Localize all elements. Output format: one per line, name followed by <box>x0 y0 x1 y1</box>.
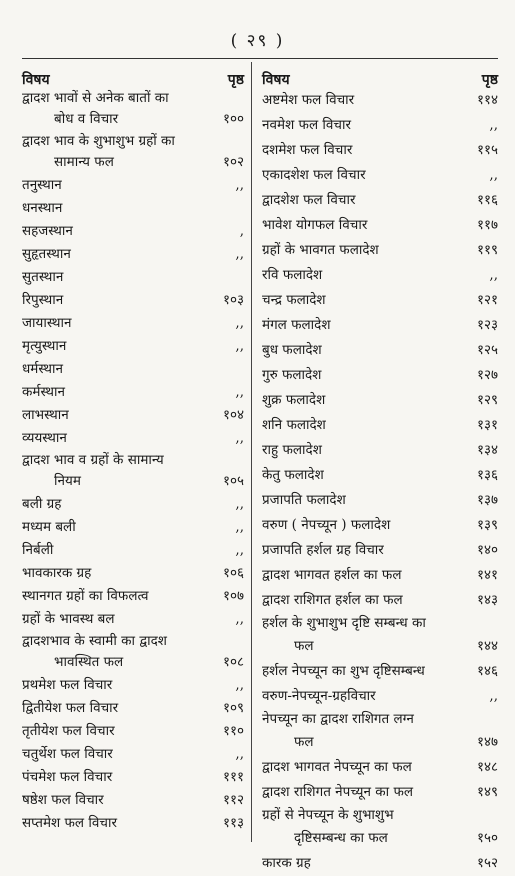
toc-entry <box>262 338 498 363</box>
toc-entry <box>262 613 498 659</box>
toc-entry-title: बुध फलादेश <box>262 342 322 359</box>
toc-entry <box>262 363 498 388</box>
toc-entry <box>262 563 498 588</box>
header-rule <box>22 58 498 59</box>
toc-entry-title: पंचमेश फल विचार <box>22 769 113 786</box>
toc-entry-page: १४१ <box>476 567 498 584</box>
toc-entry-title: मध्यम बली <box>22 519 76 536</box>
toc-entry-page: ११३ <box>222 815 244 832</box>
right-heading-page: पृष्ठ <box>481 72 498 89</box>
toc-entry-title: कर्मस्थान <box>22 384 66 401</box>
toc-entry-title: व्ययस्थान <box>22 430 67 447</box>
toc-entry <box>262 538 498 563</box>
toc-entry <box>22 335 244 358</box>
toc-entry <box>22 608 244 631</box>
toc-entry <box>262 438 498 463</box>
toc-entry-title: द्वादशभाव के स्वामी का द्वादश <box>22 632 167 649</box>
right-entries <box>262 88 498 876</box>
toc-entry-page: १३६ <box>476 467 498 484</box>
left-heading-subject: विषय <box>22 72 50 89</box>
toc-entry-title-continued: दृष्टिसम्बन्ध का फल <box>294 830 388 847</box>
toc-entry-page: १२१ <box>476 292 498 309</box>
toc-entry-page: ११० <box>222 723 244 740</box>
toc-entry-page: ,, <box>489 688 498 705</box>
toc-entry <box>262 488 498 513</box>
toc-entry-page: ,, <box>489 167 498 184</box>
toc-entry <box>22 266 244 289</box>
toc-entry <box>22 812 244 835</box>
toc-entry-page: १२५ <box>476 342 498 359</box>
toc-entry-title: द्वादश राशिगत हर्शल का फल <box>262 592 403 609</box>
left-column <box>22 66 244 835</box>
right-heading-subject: विषय <box>262 72 290 89</box>
toc-entry <box>262 163 498 188</box>
toc-entry-title: द्वादशेश फल विचार <box>262 192 356 209</box>
toc-entry-page: १३४ <box>476 442 498 459</box>
toc-entry-title: मृत्युस्थान <box>22 338 67 355</box>
toc-entry <box>262 313 498 338</box>
toc-entry <box>22 131 244 174</box>
toc-entry-title: स्थानगत ग्रहों का विफलत्व <box>22 588 149 605</box>
toc-entry-title: ग्रहों के भावगत फलादेश <box>262 242 379 259</box>
toc-entry-page: १०५ <box>222 473 244 490</box>
toc-entry <box>262 805 498 851</box>
toc-entry <box>22 220 244 243</box>
toc-entry <box>22 312 244 335</box>
toc-entry-title: तृतीयेश फल विचार <box>22 723 115 740</box>
left-heading-page: पृष्ठ <box>227 72 244 89</box>
toc-entry <box>22 88 244 131</box>
toc-entry-title: धनस्थान <box>22 200 63 217</box>
toc-entry-title: द्वादश भागवत हर्शल का फल <box>262 567 402 584</box>
toc-entry <box>22 289 244 312</box>
toc-entry-page: ,, <box>235 338 244 355</box>
toc-entry-title: दशमेश फल विचार <box>262 142 353 159</box>
toc-entry <box>22 427 244 450</box>
toc-entry <box>22 358 244 381</box>
toc-entry-title: रिपुस्थान <box>22 292 64 309</box>
toc-entry <box>262 188 498 213</box>
toc-entry-title: सुहृतस्थान <box>22 246 71 263</box>
toc-entry-page: १४९ <box>476 784 498 801</box>
toc-entry <box>22 197 244 220</box>
toc-entry <box>22 450 244 493</box>
toc-entry-title: द्वितीयेश फल विचार <box>22 700 119 717</box>
toc-entry-page: ,, <box>235 246 244 263</box>
toc-entry <box>22 585 244 608</box>
toc-entry <box>262 138 498 163</box>
toc-entry-title-continued: बोध व विचार <box>54 111 119 128</box>
column-divider <box>251 62 252 842</box>
toc-entry-title: रवि फलादेश <box>262 267 323 284</box>
toc-entry-page: ,, <box>235 315 244 332</box>
page-number: ( २९ ) <box>230 31 285 51</box>
toc-entry-title: वरुण-नेपच्यून-ग्रहविचार <box>262 688 376 705</box>
toc-entry <box>22 174 244 197</box>
toc-entry <box>262 238 498 263</box>
toc-entry-title: द्वादश भाव के शुभाशुभ ग्रहों का <box>22 132 175 149</box>
toc-entry-title: सुतस्थान <box>22 269 64 286</box>
toc-entry-title: नवमेश फल विचार <box>262 117 351 134</box>
toc-entry <box>22 697 244 720</box>
toc-entry-page: १४३ <box>476 592 498 609</box>
toc-entry-page: १४७ <box>476 734 498 751</box>
toc-entry-page: १०९ <box>222 700 244 717</box>
toc-entry <box>22 516 244 539</box>
toc-entry-page: ,, <box>235 496 244 513</box>
toc-entry-title-continued: नियम <box>54 473 81 490</box>
toc-entry <box>22 766 244 789</box>
toc-entry <box>262 88 498 113</box>
toc-entry <box>22 743 244 766</box>
toc-entry-page: १५० <box>476 830 498 847</box>
toc-entry-title: द्वादश राशिगत नेपच्यून का फल <box>262 784 414 801</box>
toc-entry <box>22 381 244 404</box>
toc-entry-title: प्रजापति हर्शल ग्रह विचार <box>262 542 384 559</box>
toc-entry <box>22 674 244 697</box>
toc-entry-title: हर्शल के शुभाशुभ दृष्टि सम्बन्ध का <box>262 615 426 632</box>
toc-entry-page: ११४ <box>476 92 498 109</box>
toc-entry-page: , <box>239 223 244 240</box>
right-heading <box>262 66 498 88</box>
toc-entry-page: ११७ <box>476 217 498 234</box>
toc-entry <box>262 780 498 805</box>
toc-entry <box>262 288 498 313</box>
toc-entry <box>262 113 498 138</box>
toc-entry-page: ,, <box>489 267 498 284</box>
toc-entry-page: १२७ <box>476 367 498 384</box>
toc-entry-title: चन्द्र फलादेश <box>262 292 326 309</box>
toc-entry-page: ,, <box>235 519 244 536</box>
toc-entry-page: १३७ <box>476 492 498 509</box>
toc-entry <box>262 463 498 488</box>
toc-entry-title: ग्रहों के भावस्थ बल <box>22 611 115 628</box>
toc-entry-page: ११२ <box>222 792 244 809</box>
toc-entry-title: राहु फलादेश <box>262 442 322 459</box>
toc-entry <box>22 631 244 674</box>
toc-entry-title: भावकारक ग्रह <box>22 565 92 582</box>
toc-entry-page: १०४ <box>222 407 244 424</box>
toc-entry <box>22 720 244 743</box>
toc-entry-title: द्वादश भागवत नेपच्यून का फल <box>262 759 412 776</box>
toc-entry <box>22 539 244 562</box>
toc-entry-title: प्रथमेश फल विचार <box>22 677 113 694</box>
toc-entry-page: १४० <box>476 542 498 559</box>
toc-entry-page: ,, <box>489 117 498 134</box>
toc-entry-title: धर्मस्थान <box>22 361 63 378</box>
right-column <box>262 66 498 876</box>
toc-entry-page: १४६ <box>476 663 498 680</box>
toc-entry-page: १२३ <box>476 317 498 334</box>
toc-entry <box>262 851 498 876</box>
toc-entry-page: १२९ <box>476 392 498 409</box>
toc-entry-title: शुक्र फलादेश <box>262 392 326 409</box>
toc-entry-title: लाभस्थान <box>22 407 69 424</box>
toc-entry-title: भावेश योगफल विचार <box>262 217 368 234</box>
toc-entry-page: १०७ <box>222 588 244 605</box>
toc-entry-page: १०८ <box>222 654 244 671</box>
toc-entry-page: ११६ <box>476 192 498 209</box>
toc-entry <box>22 562 244 585</box>
toc-entry-page: १४४ <box>476 638 498 655</box>
toc-entry-title: तनुस्थान <box>22 177 62 194</box>
toc-entry-title: द्वादश भावों से अनेक बातों का <box>22 89 169 106</box>
toc-entry-title: वरुण ( नेपच्यून ) फलादेश <box>262 517 391 534</box>
left-entries <box>22 88 244 835</box>
toc-entry-page: ,, <box>235 542 244 559</box>
toc-entry-title: नेपच्यून का द्वादश राशिगत लग्न <box>262 711 414 728</box>
toc-entry-page: ,, <box>235 177 244 194</box>
toc-entry <box>262 213 498 238</box>
toc-entry-page: ,, <box>235 677 244 694</box>
toc-entry-page: १५२ <box>476 855 498 872</box>
toc-entry-page: ११९ <box>476 242 498 259</box>
toc-entry-title-continued: फल <box>294 734 314 751</box>
toc-entry-title: निर्बली <box>22 542 54 559</box>
toc-entry <box>262 263 498 288</box>
toc-entry <box>262 755 498 780</box>
toc-entry-title: बली ग्रह <box>22 496 62 513</box>
toc-entry-page: ,, <box>235 384 244 401</box>
left-heading <box>22 66 244 88</box>
toc-entry-page: १०२ <box>222 154 244 171</box>
toc-entry-page: ,, <box>235 611 244 628</box>
toc-entry-page: १११ <box>222 769 244 786</box>
toc-entry-title: प्रजापति फलादेश <box>262 492 346 509</box>
toc-entry-title: चतुर्थेश फल विचार <box>22 746 113 763</box>
toc-entry <box>262 684 498 709</box>
toc-entry-title-continued: फल <box>294 638 314 655</box>
toc-entry <box>262 413 498 438</box>
toc-entry-page: १०३ <box>222 292 244 309</box>
toc-entry <box>262 709 498 755</box>
toc-entry-title: कारक ग्रह <box>262 855 311 872</box>
toc-entry-page: १४८ <box>476 759 498 776</box>
toc-entry-title: एकादशेश फल विचार <box>262 167 366 184</box>
toc-entry-page: ,, <box>235 430 244 447</box>
toc-entry-title: जायास्थान <box>22 315 72 332</box>
toc-entry <box>262 588 498 613</box>
toc-entry-title: शनि फलादेश <box>262 417 326 434</box>
toc-entry-page: ,, <box>235 746 244 763</box>
toc-entry <box>22 493 244 516</box>
toc-entry-page: ११५ <box>476 142 498 159</box>
toc-entry-page: १०६ <box>222 565 244 582</box>
toc-entry <box>22 789 244 812</box>
toc-entry-title: गुरु फलादेश <box>262 367 322 384</box>
toc-entry <box>262 659 498 684</box>
toc-entry-title: सप्तमेश फल विचार <box>22 815 117 832</box>
toc-entry <box>262 513 498 538</box>
toc-entry <box>262 388 498 413</box>
toc-entry-title: हर्शल नेपच्यून का शुभ दृष्टिसम्बन्ध <box>262 663 425 680</box>
toc-entry-page: १३१ <box>476 417 498 434</box>
toc-entry-title: सहजस्थान <box>22 223 73 240</box>
toc-entry-title: द्वादश भाव व ग्रहों के सामान्य <box>22 451 164 468</box>
toc-entry <box>22 243 244 266</box>
toc-entry-title-continued: भावस्थित फल <box>54 654 124 671</box>
toc-entry <box>22 404 244 427</box>
toc-entry-title: केतु फलादेश <box>262 467 324 484</box>
toc-entry-title: अष्टमेश फल विचार <box>262 92 355 109</box>
toc-entry-title: मंगल फलादेश <box>262 317 331 334</box>
toc-entry-page: १३९ <box>476 517 498 534</box>
toc-entry-title: षष्ठेश फल विचार <box>22 792 104 809</box>
toc-entry-page: १०० <box>222 111 244 128</box>
toc-entry-title: ग्रहों से नेपच्यून के शुभाशुभ <box>262 807 394 824</box>
toc-entry-title-continued: सामान्य फल <box>54 154 114 171</box>
